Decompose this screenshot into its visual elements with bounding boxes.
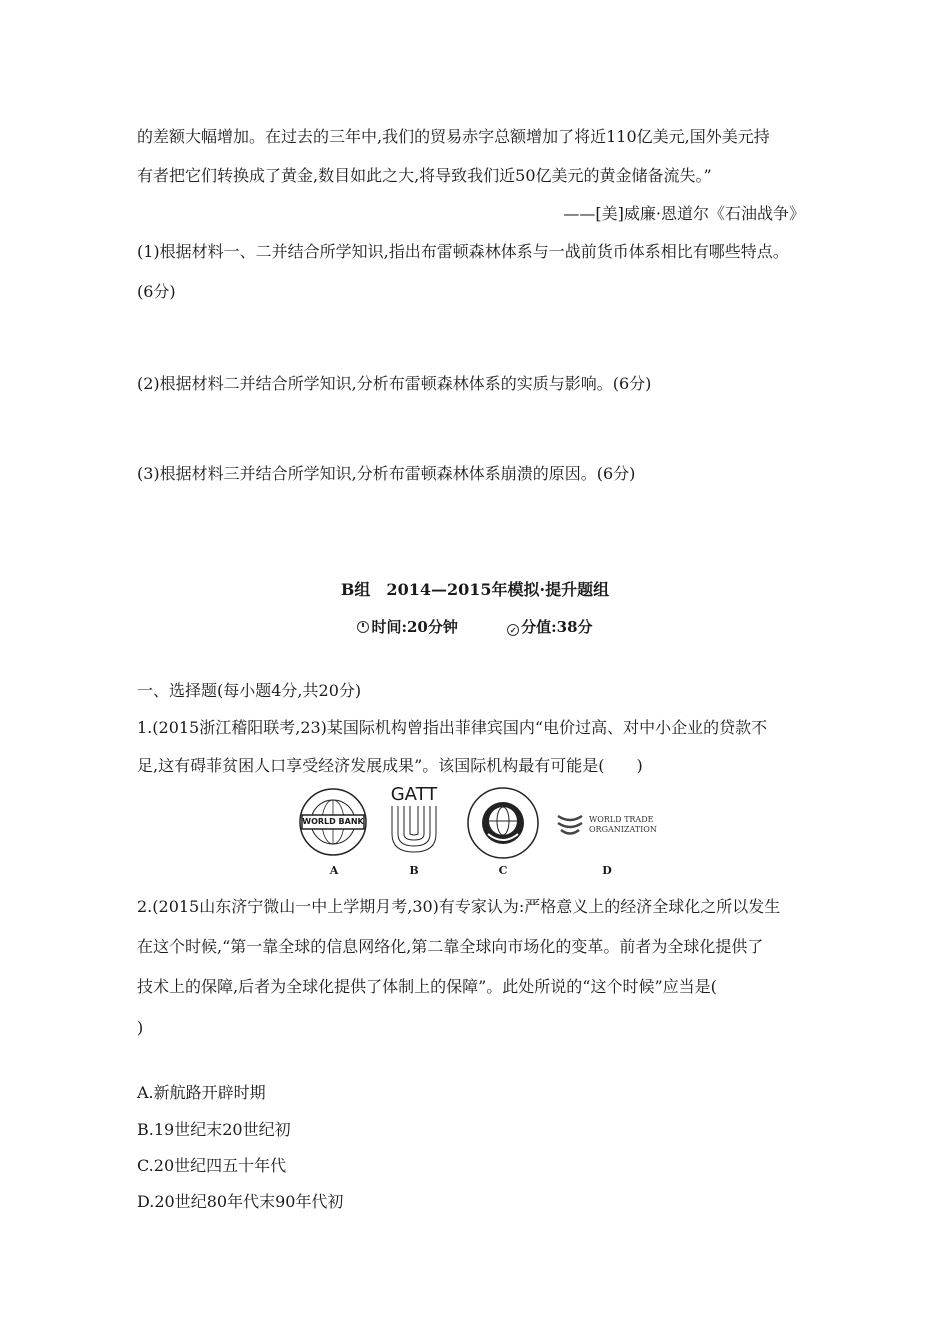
- imf-logo: [466, 786, 540, 864]
- choice-question-2: ): [137, 1018, 144, 1037]
- option-c: C.20世纪四五十年代: [137, 1156, 287, 1175]
- choice-question-1: 足,这有碍菲贫困人口享受经济发展成果”。该国际机构最有可能是( ): [137, 756, 643, 775]
- material-source: ——[美]威廉·恩道尔《石油战争》: [563, 204, 805, 223]
- question-2: (2)根据材料二并结合所学知识,分析布雷顿森林体系的实质与影响。(6分): [137, 374, 652, 393]
- check-icon: ✓: [507, 624, 519, 636]
- question-1-score: (6分): [137, 282, 176, 301]
- question-3: (3)根据材料三并结合所学知识,分析布雷顿森林体系崩溃的原因。(6分): [137, 464, 636, 483]
- section-meta: [0, 616, 950, 637]
- time-info: 时间:20分钟: [357, 618, 457, 636]
- world-bank-text: WORLD BANK: [302, 817, 364, 826]
- choice-question-2: 技术上的保障,后者为全球化提供了体制上的保障”。此处所说的“这个时候”应当是(: [137, 977, 717, 996]
- option-d: D.20世纪80年代末90年代初: [137, 1192, 344, 1211]
- score-info: ✓ 分值:38分: [507, 618, 592, 636]
- gatt-stripes-icon: [386, 804, 442, 856]
- logo-options: WORLD BANK A GATT B C WORLD TRADE ORGANIZATION D: [290, 786, 670, 882]
- world-bank-logo: [298, 786, 368, 862]
- option-b: B.19世纪末20世纪初: [137, 1120, 291, 1139]
- gatt-logo: GATT: [386, 786, 442, 856]
- option-a: A.新航路开辟时期: [137, 1083, 266, 1102]
- question-1: (1)根据材料一、二并结合所学知识,指出布雷顿森林体系与一战前货币体系相比有哪些特点。: [137, 242, 789, 261]
- material-line: 有者把它们转换成了黄金,数目如此之大,将导致我们近50亿美元的黄金储备流失。”: [137, 166, 712, 185]
- wto-swirl-icon: [555, 812, 585, 838]
- choice-header: 一、选择题(每小题4分,共20分): [137, 681, 362, 700]
- material-line: 的差额大幅增加。在过去的三年中,我们的贸易赤字总额增加了将近110亿美元,国外美元持: [137, 127, 770, 146]
- choice-question-2: 2.(2015山东济宁微山一中上学期月考,30)有专家认为:严格意义上的经济全球化之所以发生: [137, 897, 781, 916]
- choice-question-1: 1.(2015浙江稽阳联考,23)某国际机构曾指出菲律宾国内“电价过高、对中小企业的贷款不: [137, 718, 768, 737]
- section-title: B组 2014—2015年模拟·提升题组: [340, 580, 610, 599]
- choice-question-2: 在这个时候,“第一靠全球的信息网络化,第二靠全球向市场化的变革。前者为全球化提供了: [137, 937, 764, 956]
- clock-icon: [357, 621, 369, 633]
